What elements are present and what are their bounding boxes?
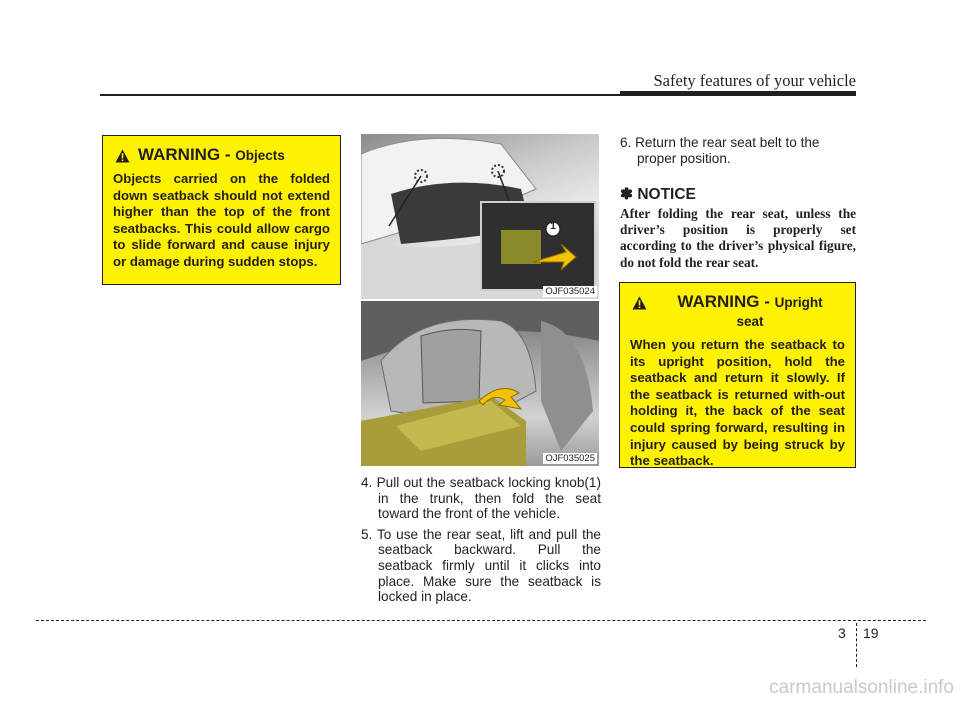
warning-triangle-icon xyxy=(115,149,130,163)
step-4: 4. Pull out the seatback locking knob(1) in the trunk, then fold the seat toward the front of the vehicle. xyxy=(361,475,601,522)
notice-icon: ✽ xyxy=(620,186,633,203)
header-rule-thick xyxy=(620,91,856,96)
warning-body: When you return the seatback to its upright position, hold the seatback and return it slowly. If the seatback is returned with-out holding it, the back of the seat could spring forward, resulting in injury caused by being struck by the seatback. xyxy=(630,337,845,469)
chapter-number: 3 xyxy=(838,625,846,641)
warning-triangle-icon xyxy=(632,296,647,310)
warning-title: WARNING - xyxy=(138,145,236,164)
notice-title: NOTICE xyxy=(637,186,696,203)
warning-upright-heading xyxy=(620,283,855,331)
warning-title: WARNING - xyxy=(677,292,775,311)
rear-seat-photo xyxy=(361,301,599,466)
warning-objects-heading xyxy=(103,136,340,165)
warning-subtitle: Upright xyxy=(774,295,823,310)
figure-code: OJF035025 xyxy=(545,453,595,464)
page-number: 19 xyxy=(863,625,879,641)
callout-number: 1 xyxy=(550,221,556,232)
rear-seat-illustration xyxy=(361,301,599,466)
figure-code: OJF035024 xyxy=(545,286,595,297)
trunk-photo xyxy=(361,134,599,299)
trunk-illustration xyxy=(361,134,599,299)
warning-objects-box xyxy=(102,135,341,285)
section-title: Safety features of your vehicle xyxy=(653,71,856,90)
warning-subtitle-line2: seat xyxy=(736,314,764,329)
notice-body: After folding the rear seat, unless the driver’s position is properly set according to the driver’s physical figure, do not fold the rear seat. xyxy=(620,206,856,270)
watermark: carmanualsonline.info xyxy=(769,677,954,698)
step-5: 5. To use the rear seat, lift and pull the seatback backward. Pull the seatback firmly until it clicks into place. Make sure the seatback is locked in place. xyxy=(361,526,601,605)
page-divider xyxy=(856,623,857,667)
warning-subtitle: Objects xyxy=(235,148,285,163)
notice-heading xyxy=(620,185,696,204)
warning-body: Objects carried on the folded down seatback should not extend higher than the top of the front seatbacks. This could allow cargo to slide forward and cause injury or damage during sudden stops. xyxy=(113,171,330,269)
step-6: 6. Return the rear seat belt to the proper position. xyxy=(620,135,820,166)
header-rule xyxy=(100,94,620,96)
steps-list xyxy=(361,475,601,610)
footer-rule xyxy=(36,620,926,621)
warning-upright-box xyxy=(619,282,856,468)
